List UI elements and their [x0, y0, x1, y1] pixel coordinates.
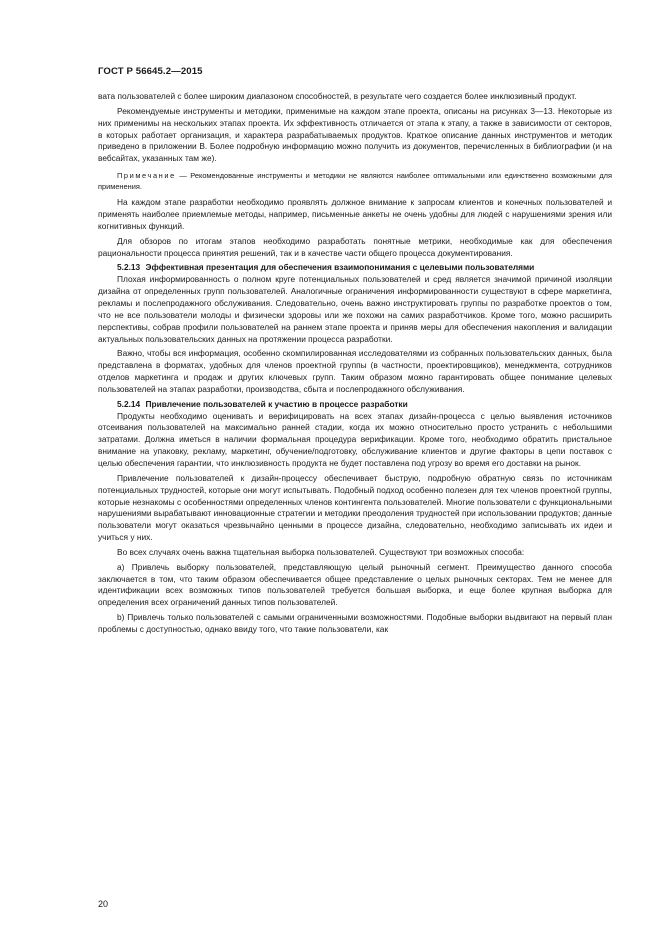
paragraph-attention: На каждом этапе разработки необходимо проявлять должное внимание к запросам клиентов и конечных пользователей и применять наиболее приемлемые методы, например, письменные анкеты не очень удобны для людей с нарушениями зрения или когнитивных функций. — [98, 197, 612, 231]
paragraph-metrics: Для обзоров по итогам этапов необходимо разработать понятные метрики, необходимые как для обеспечения рациональности процесса принятия решений, так и в качестве части общего процесса документирования. — [98, 235, 612, 258]
paragraph: Продукты необходимо оценивать и верифицировать на всех этапах дизайн-процесса с целью выявления источников отсеивания пользователей на максимально ранней стадии, когда их можно относительно просто устранить с небольшими затратами. Должна иметься в наличии формальная процедура верификации. Кроме того, необходимо обратить пристальное внимание на упаковку, рекламу, маркетинг, обучение/подготовку, обслуживание клиентов и другие факторы в цепи поставок с целью обеспечения гарантии, что инклюзивность продукта не будет поставлена под угрозу во время его доставки на рынок. — [98, 410, 612, 468]
paragraph: Привлечение пользователей к дизайн-процессу обеспечивает быструю, подробную обратную связь по источникам потенциальных трудностей, которые они могут испытывать. Подобный подход особенно полезен для тех членов проектной группы, которые незнакомы с особенностями определенных членов контингента пользователей. Многие пользователи с функциональными нарушениями вырабатывают инновационные стратегии и методики преодоления трудностей при использовании продуктов; данные пользователи могут оказаться чрезвычайно ценными в процессе дизайна, следовательно, необходимо записывать их идеи и учиться у них. — [98, 472, 612, 543]
note-label: Примечание — [117, 171, 176, 181]
note — [98, 170, 612, 192]
list-item-a: а) Привлечь выборку пользователей, представляющую целый рыночный сегмент. Преимущество данного способа заключается в том, что таким образом обеспечивается общее представление о целых рыночных секторах. Тем не менее для идентификации всех возможных типов пользователей требуется большая выборка, и еще более крупная выборка для определения всех ограничений данных типов пользователей. — [98, 561, 612, 608]
section-heading-5-2-13 — [98, 262, 612, 274]
section-number: 5.2.13 — [117, 262, 141, 273]
paragraph-tools-methods: Рекомендуемые инструменты и методики, применимые на каждом этапе проекта, описаны на рисунках 3—13. Некоторые из них применимы на нескольких этапах проекта. Их эффективность отличается от этапа к этапу, а также в зависимости от секторов, в которых работает организация, и характера разрабатываемых продуктов. Краткое описание данных инструментов и методик приведено в приложении В. Более подробную информацию можно получить из документов, перечисленных в библиографии (и на вебсайтах, указанных там же). — [98, 105, 612, 164]
paragraph: Важно, чтобы вся информация, особенно скомпилированная исследователями из собранных пользовательских данных, была представлена в форматах, удобных для членов проектной группы (в частности, проектировщиков), менеджмента, сотрудников отделов маркетинга и продаж и других ключевых групп. Таким образом можно гарантировать общее понимание целевых пользователей на этапах разработки, производства, сбыта и послепродажного обслуживания. — [98, 348, 612, 394]
paragraph: Плохая информированность о полном круге потенциальных пользователей и сред является значимой причиной изоляции дизайна от определенных групп пользователей. Аналогичные ограничения информированности существуют в сфере маркетинга, рекламы и послепродажного обслуживания. Следовательно, очень важно инструктировать группы по разработке проектов о том, что не все пользователи молоды и физически здоровы или же похожи на самих разработчиков. Кроме того, можно расширить перспективы, собрав профили пользователей на раннем этапе проекта и приняв меры для обеспечения накопления и валидации актуальных пользовательских данных на протяжении процесса разработки. — [98, 274, 612, 344]
page-number: 20 — [98, 899, 109, 909]
note-text: — Рекомендованные инструменты и методики не являются наиболее оптимальными или единственно возможными для применения. — [98, 171, 612, 192]
standard-header: ГОСТ Р 56645.2—2015 — [98, 66, 203, 77]
section-title: Эффективная презентация для обеспечения взаимопонимания с целевыми пользователями — [145, 262, 535, 273]
section-number: 5.2.14 — [117, 398, 141, 409]
section-heading-5-2-14 — [98, 399, 612, 411]
paragraph: Во всех случаях очень важна тщательная выборка пользователей. Существуют три возможных способа: — [117, 546, 525, 557]
list-item-b: b) Привлечь только пользователей с самыми ограниченными возможностями. Подобные выборки выдвигают на первый план проблемы с доступностью, однако ввиду того, что такие пользователи, как — [98, 612, 612, 634]
document-body — [98, 91, 612, 639]
paragraph-continuation: вата пользователей с более широким диапазоном способностей, в результате чего создается более инклюзивный продукт. — [98, 91, 577, 101]
section-title: Привлечение пользователей к участию в процессе разработки — [145, 398, 408, 409]
